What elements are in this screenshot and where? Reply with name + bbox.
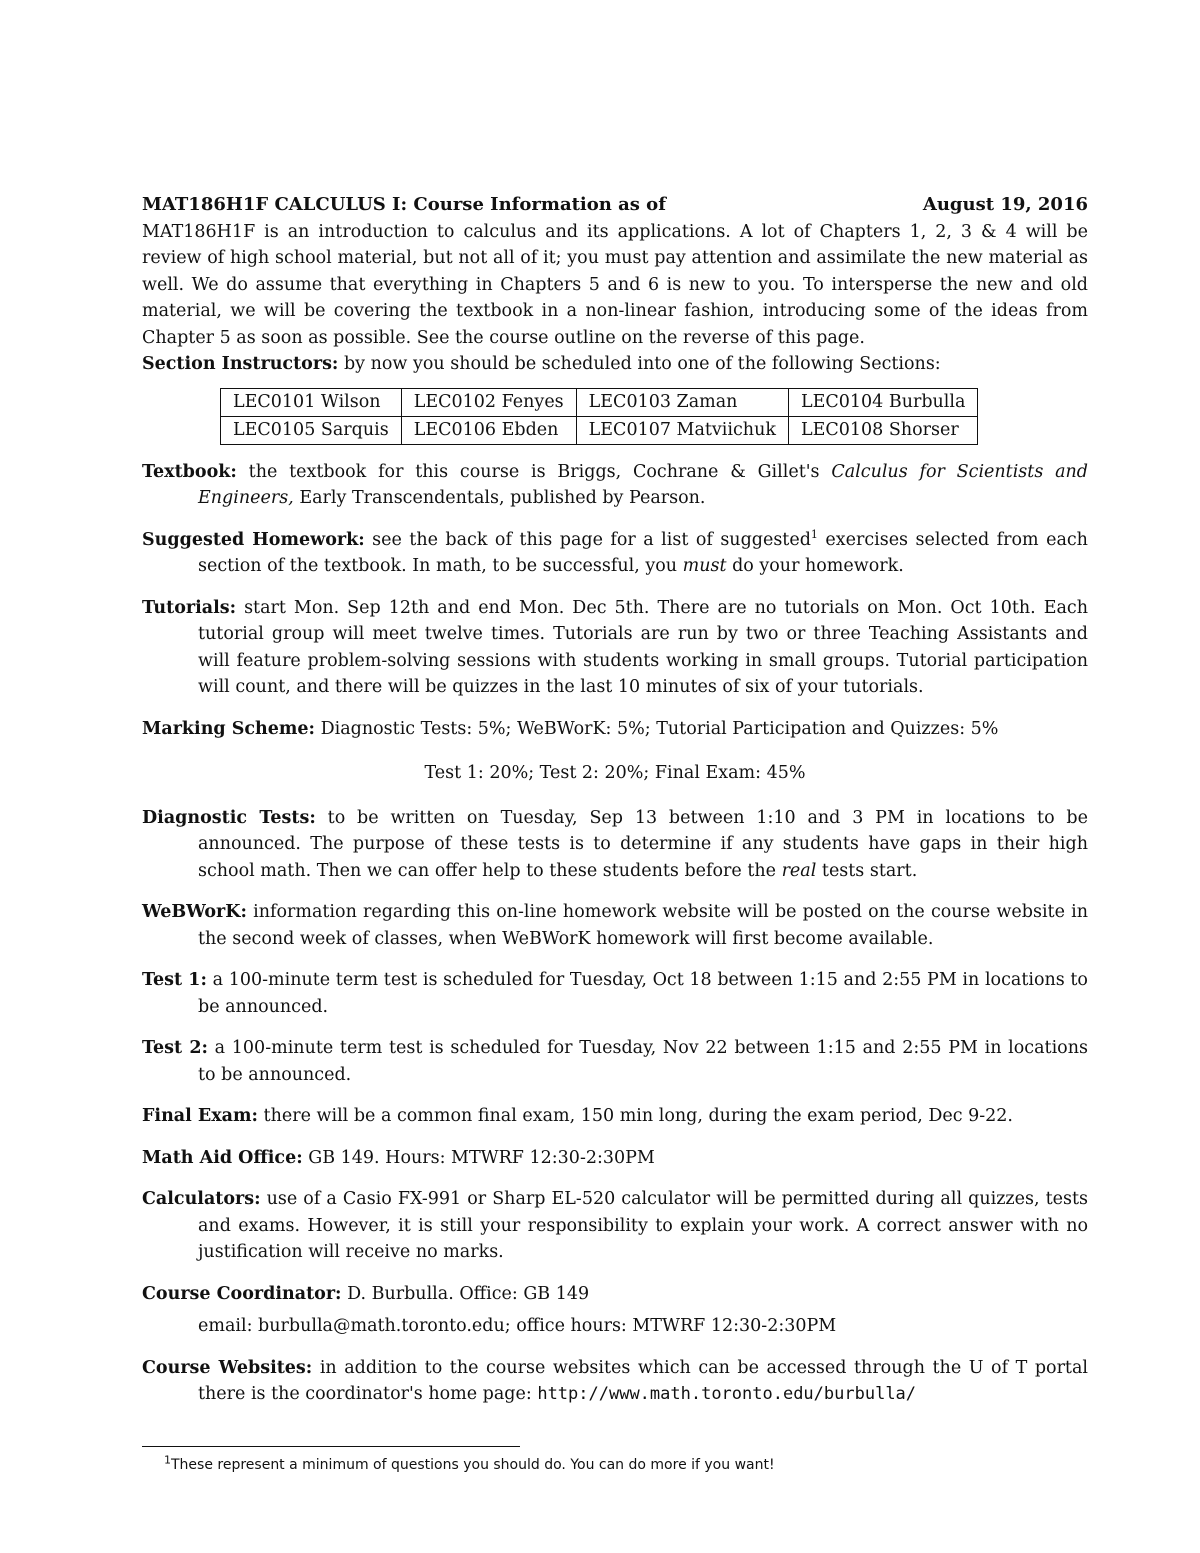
table-cell: LEC0106 Ebden [401, 416, 576, 444]
document-header [142, 192, 1088, 219]
calculators-item: Calculators: use of a Casio FX-991 or Sharp EL-520 calculator will be permitted during all quizzes, tests and exams. However, it is still your responsibility to explain your work. A correct answer with no justification will receive no marks. [142, 1189, 1088, 1262]
document-date: August 19, 2016 [922, 194, 1088, 215]
homework-item: Suggested Homework: see the back of this page for a list of suggested$^1$ exercises selected from each section of the textbook. In math, to be successful, you must do your homework. [142, 527, 1088, 576]
table-cell: LEC0101 Wilson [221, 388, 402, 416]
intro-paragraph: MAT186H1F is an introduction to calculus and its applications. A lot of Chapters 1, 2, 3 & 4 will be review of high school material, but not all of it; you must pay attention and assimilate the new material as well. We do assume that everything in Chapters 5 and 6 is new to you. To intersperse the new and old material, we will be covering the textbook in a non-linear fashion, introducing some of the ideas from Chapter 5 as soon as possible. See the course outline on the reverse of this page. [142, 221, 1088, 348]
footnote-divider [142, 1446, 520, 1447]
table-cell: LEC0104 Burbulla [788, 388, 977, 416]
websites-item: Course Websites: in addition to the course websites which can be accessed through the U of T portal there is the coordinator's home page: http://www.math.toronto.edu/burbulla/ [142, 1357, 1088, 1404]
table-cell: LEC0102 Fenyes [401, 388, 576, 416]
test2-item: Test 2: a 100-minute term test is scheduled for Tuesday, Nov 22 between 1:15 and 2:55 PM in locations to be announced. [142, 1038, 1088, 1085]
table-row [221, 388, 978, 416]
coordinator-item: Course Coordinator: D. Burbulla. Office: GB 149 [142, 1283, 590, 1304]
marking-scheme-item: Marking Scheme: Diagnostic Tests: 5%; WeBWorK: 5%; Tutorial Participation and Quizzes: 5% [142, 718, 999, 739]
table-row [221, 416, 978, 444]
diagnostic-tests-item: Diagnostic Tests: to be written on Tuesday, Sep 13 between 1:10 and 3 PM in locations to be announced. The purpose of these tests is to determine if any students have gaps in their high school math. Then we can offer help to these students before the real tests start. [142, 807, 1088, 881]
marking-scheme-line2: Test 1: 20%; Test 2: 20%; Final Exam: 45% [424, 763, 806, 783]
section-instructors [142, 351, 1088, 378]
table-cell: LEC0108 Shorser [788, 416, 977, 444]
table-cell: LEC0105 Sarquis [221, 416, 402, 444]
textbook-item: Textbook: the textbook for this course is Briggs, Cochrane & Gillet's Calculus for Scientists and Engineers, Early Transcendentals, published by Pearson. [142, 461, 1088, 508]
math-aid-item: Math Aid Office: GB 149. Hours: MTWRF 12:30-2:30PM [142, 1147, 655, 1168]
coordinator-email-line: email: burbulla@math.toronto.edu; office hours: MTWRF 12:30-2:30PM [198, 1316, 837, 1336]
footnote-mark: 1 [810, 527, 818, 541]
table-cell: LEC0103 Zaman [576, 388, 788, 416]
webwork-item: WeBWorK: information regarding this on-line homework website will be posted on the course website in the second week of classes, when WeBWorK homework will first become available. [142, 902, 1088, 949]
section-instructors-text: by now you should be scheduled into one of the following Sections: [343, 354, 941, 374]
sections-table [220, 388, 978, 445]
document-title: MAT186H1F CALCULUS I: Course Information as of [142, 194, 666, 215]
table-cell: LEC0107 Matviichuk [576, 416, 788, 444]
document-page [142, 192, 1088, 1423]
footnote: $^1$These represent a minimum of questions you should do. You can do more if you want! [164, 1453, 775, 1473]
coordinator-home-page-link[interactable]: http://www.math.toronto.edu/burbulla/ [537, 1384, 917, 1404]
final-exam-item: Final Exam: there will be a common final exam, 150 min long, during the exam period, Dec 9-22. [142, 1106, 1013, 1126]
test1-item: Test 1: a 100-minute term test is scheduled for Tuesday, Oct 18 between 1:15 and 2:55 PM in locations to be announced. [142, 970, 1088, 1017]
tutorials-item: Tutorials: start Mon. Sep 12th and end Mon. Dec 5th. There are no tutorials on Mon. Oct 10th. Each tutorial group will meet twelve times. Tutorials are run by two or three Teaching Assistants and will feature problem-solving sessions with students working in small groups. Tutorial participation will count, and there will be quizzes in the last 10 minutes of six of your tutorials. [142, 597, 1088, 697]
section-instructors-label: Section Instructors: [142, 354, 339, 374]
